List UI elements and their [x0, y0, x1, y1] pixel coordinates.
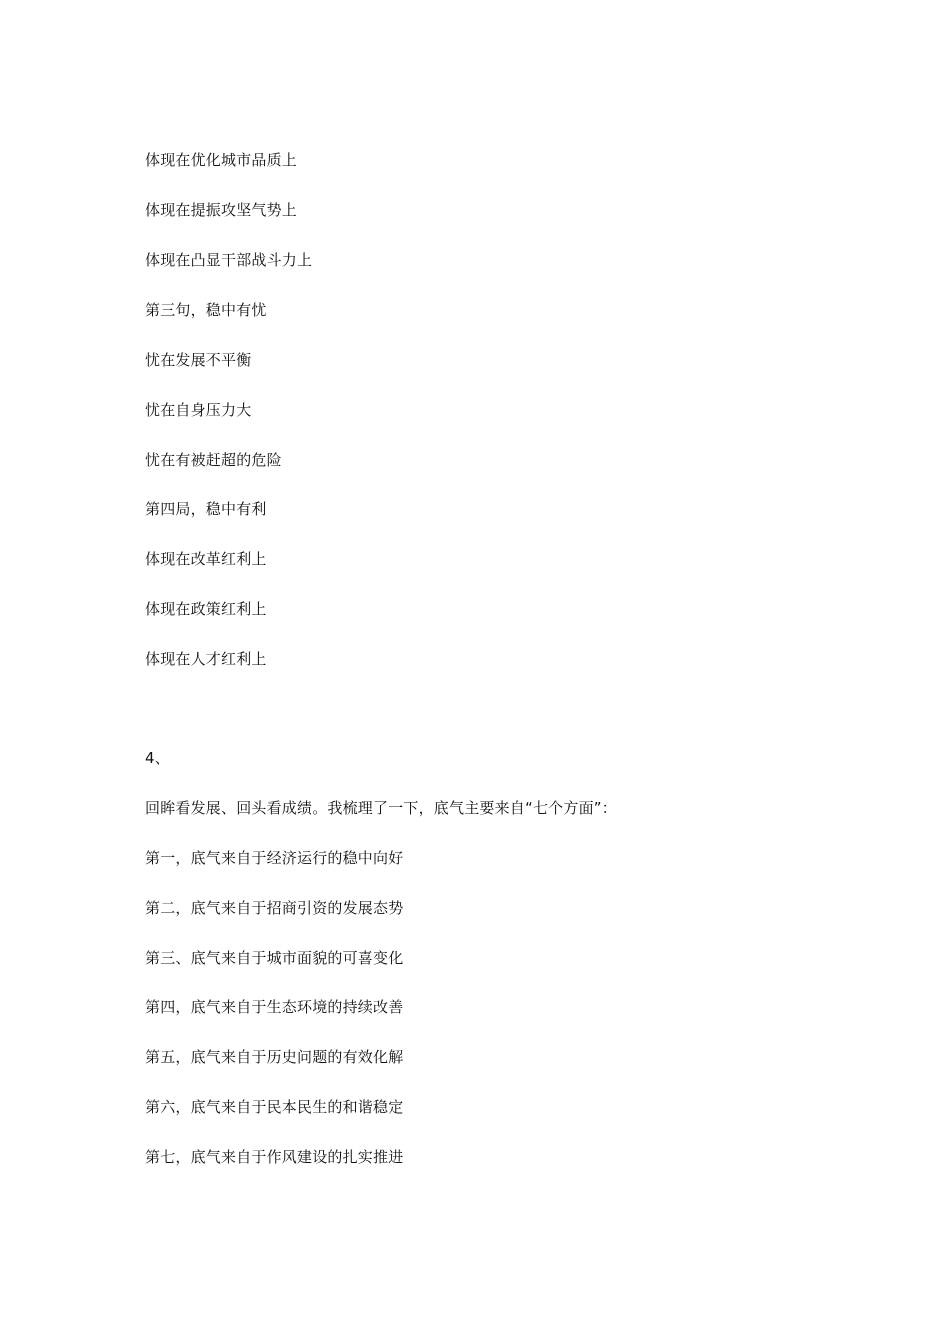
list-item: 第六，底气来自于民本民生的和谐稳定: [145, 1098, 404, 1116]
section-heading: 第三句，稳中有忧: [145, 301, 267, 319]
section-number: 4、: [145, 749, 170, 767]
text-line: 忧在发展不平衡: [145, 351, 252, 369]
list-item: 第一，底气来自于经济运行的稳中向好: [145, 849, 404, 867]
list-item: 第二，底气来自于招商引资的发展态势: [145, 899, 404, 917]
list-item: 第五，底气来自于历史问题的有效化解: [145, 1048, 404, 1066]
list-item: 第四，底气来自于生态环境的持续改善: [145, 998, 404, 1016]
text-line: 忧在自身压力大: [145, 401, 252, 419]
text-line: 忧在有被赶超的危险: [145, 451, 282, 469]
text-line: 体现在人才红利上: [145, 650, 267, 668]
intro-paragraph: 回眸看发展、回头看成绩。我梳理了一下，底气主要来自“七个方面”：: [145, 799, 617, 817]
list-item: 第三、底气来自于城市面貌的可喜变化: [145, 949, 404, 967]
text-line: 体现在提振攻坚气势上: [145, 201, 298, 219]
text-line: 体现在优化城市品质上: [145, 151, 298, 169]
section-heading: 第四局，稳中有利: [145, 500, 267, 518]
text-line: 体现在改革红利上: [145, 550, 267, 568]
list-item: 第七，底气来自于作风建设的扎实推进: [145, 1148, 404, 1166]
text-line: 体现在政策红利上: [145, 600, 267, 618]
text-line: 体现在凸显干部战斗力上: [145, 251, 313, 269]
